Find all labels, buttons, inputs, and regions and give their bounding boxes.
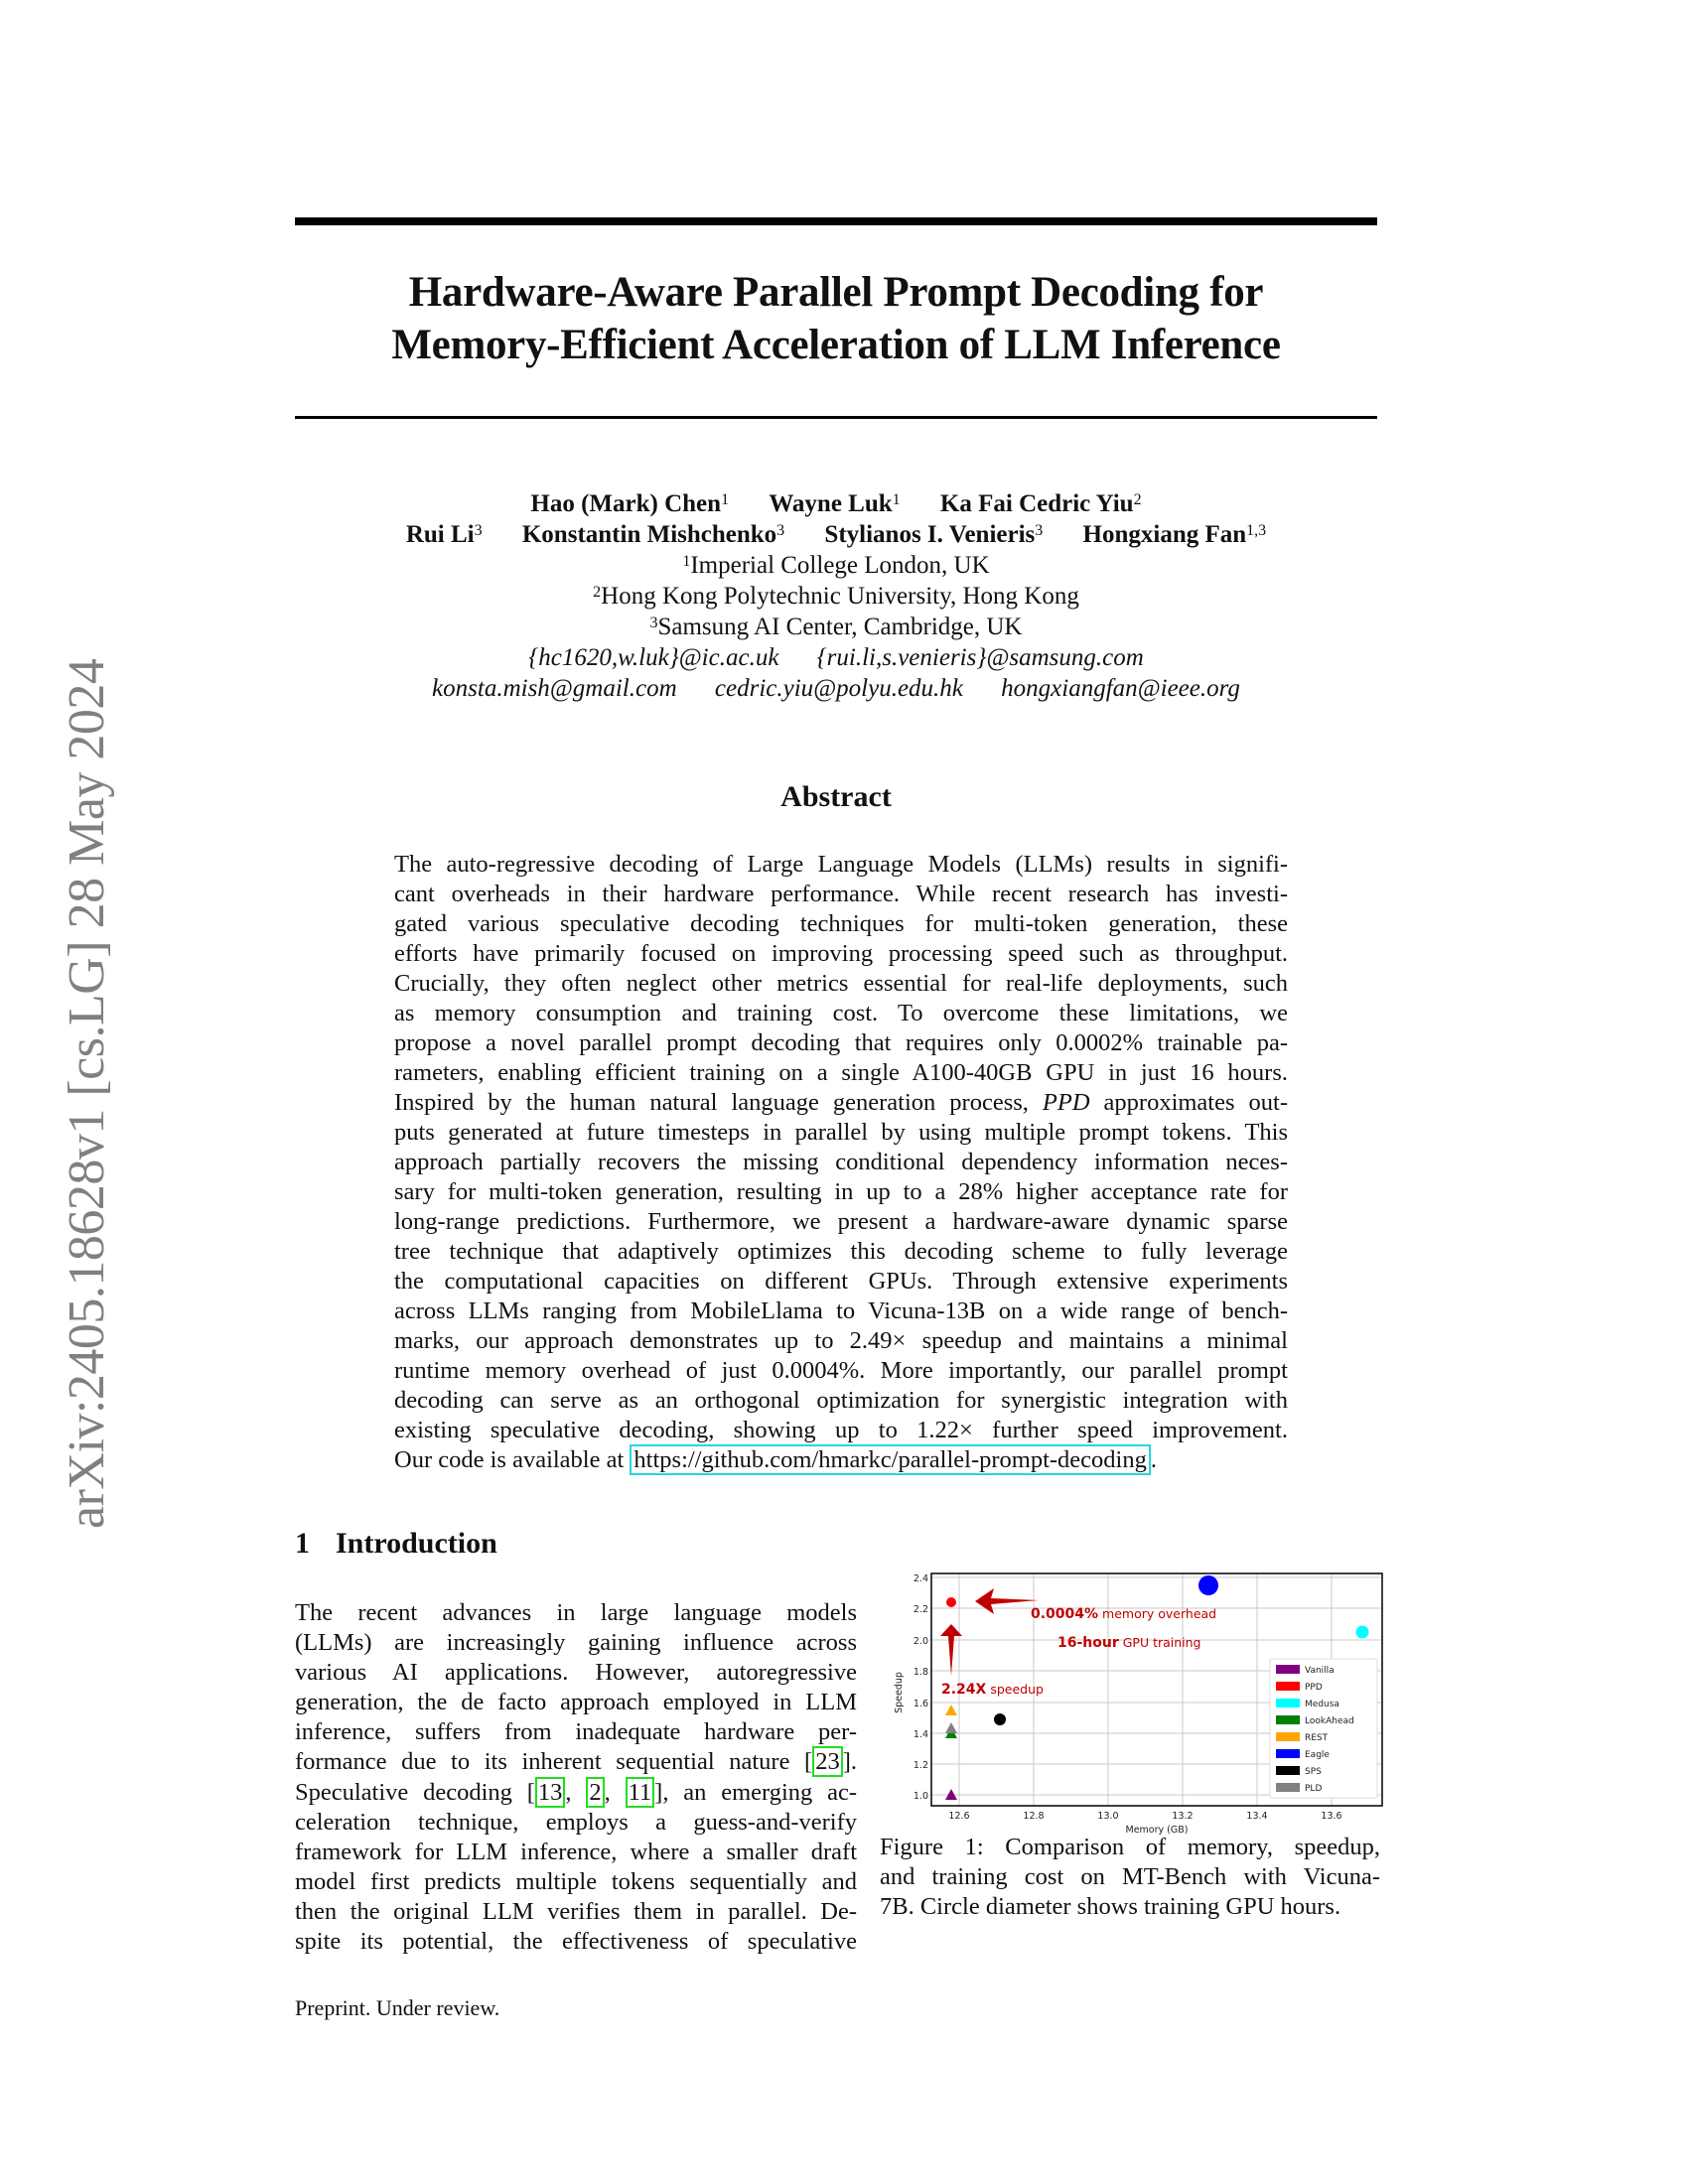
author-name: Konstantin Mishchenko: [521, 521, 777, 548]
abstract-line: puts generated at future timesteps in parallel by using multiple prompt tokens. This: [394, 1119, 1288, 1146]
affiliation-mark: 3: [474, 522, 483, 539]
caption-line: and training cost on MT-Bench with Vicuna-: [880, 1863, 1380, 1890]
abstract-line: propose a novel parallel prompt decoding that requires only 0.0002% trainable pa-: [394, 1029, 1288, 1056]
affiliation-mark: 1: [892, 491, 901, 508]
intro-line: celeration technique, employs a guess-and-verify: [295, 1808, 857, 1836]
citation-link[interactable]: 2: [586, 1777, 604, 1808]
svg-text:SPS: SPS: [1305, 1767, 1322, 1777]
affiliation-mark: 2: [1133, 491, 1142, 508]
intro-text: ], an emerging ac-: [654, 1778, 858, 1806]
intro-line: Speculative decoding [ 13 , 2 , 11 ], an emerging ac-: [295, 1778, 858, 1806]
title-line-2: Memory-Efficient Acceleration of LLM Inference: [391, 322, 1281, 368]
marker-medusa: [1356, 1626, 1369, 1639]
affiliation-number: 3: [649, 614, 658, 631]
abstract-text: approximates out-: [1089, 1089, 1288, 1116]
author: [1083, 521, 1267, 548]
abstract-line: sary for multi-token generation, resulting in up to a 28% higher acceptance rate for: [394, 1178, 1288, 1205]
abstract-line: existing speculative decoding, showing up to 1.22× further speed improvement.: [394, 1417, 1288, 1443]
author: [522, 521, 784, 548]
affiliation-3: [295, 612, 1377, 642]
section-title: Introduction: [336, 1527, 497, 1560]
affiliation-name: Hong Kong Polytechnic University, Hong Kong: [601, 583, 1079, 610]
svg-text:1.8: 1.8: [913, 1667, 928, 1678]
abstract-line: cant overheads in their hardware performance. While recent research has investi-: [394, 881, 1288, 907]
abstract-line: rameters, enabling efficient training on a single A100-40GB GPU in just 16 hours.: [394, 1059, 1288, 1086]
author-name: Hao (Mark) Chen: [530, 490, 722, 517]
intro-line: framework for LLM inference, where a smaller draft: [295, 1838, 857, 1865]
authors-row-2: [295, 519, 1377, 550]
abstract-line: marks, our approach demonstrates up to 2.49× speedup and maintains a minimal: [394, 1327, 1288, 1354]
svg-text:LookAhead: LookAhead: [1305, 1716, 1354, 1726]
affiliation-mark: 1,3: [1246, 522, 1267, 539]
abstract-line: across LLMs ranging from MobileLlama to Vicuna-13B on a wide range of bench-: [394, 1297, 1288, 1324]
svg-text:13.0: 13.0: [1097, 1811, 1119, 1822]
intro-line: (LLMs) are increasingly gaining influence across: [295, 1629, 857, 1657]
intro-line: [295, 1747, 857, 1777]
svg-text:Eagle: Eagle: [1305, 1750, 1330, 1760]
title-line-1: Hardware-Aware Parallel Prompt Decoding for: [408, 269, 1264, 316]
author: [530, 490, 729, 517]
abstract-line: [394, 1445, 1288, 1475]
affiliation-number: 2: [593, 584, 602, 601]
marker-ppd: [946, 1597, 956, 1607]
author: [406, 521, 483, 548]
svg-text:13.6: 13.6: [1321, 1811, 1342, 1822]
abstract-line: tree technique that adaptively optimizes this decoding scheme to fully leverage: [394, 1238, 1288, 1265]
svg-text:1.4: 1.4: [913, 1729, 928, 1740]
section-number: 1: [295, 1527, 310, 1560]
svg-text:12.6: 12.6: [948, 1811, 970, 1822]
abstract-line: The auto-regressive decoding of Large Language Models (LLMs) results in signifi-: [394, 851, 1288, 878]
author-name: Rui Li: [405, 521, 475, 548]
y-axis-ticks: [914, 1573, 928, 1802]
author: [940, 490, 1142, 517]
memory-overhead-annotation: 0.0004% memory overhead: [1031, 1606, 1217, 1622]
section-heading-introduction: [295, 1527, 497, 1561]
abstract-text: .: [1150, 1446, 1157, 1473]
intro-line: model first predicts multiple tokens sequentially and: [295, 1867, 857, 1895]
svg-text:PLD: PLD: [1305, 1784, 1323, 1794]
affiliation-number: 1: [682, 553, 691, 570]
affiliation-name: Imperial College London, UK: [690, 552, 990, 579]
svg-text:13.2: 13.2: [1172, 1811, 1194, 1822]
figure-1-scatter-chart: [874, 1549, 1390, 1837]
abstract-body: [394, 850, 1288, 1475]
caption-line: 7B. Circle diameter shows training GPU hours.: [880, 1893, 1341, 1920]
training-hours-annotation: 16-hour GPU training: [1057, 1635, 1201, 1651]
citation-link[interactable]: 13: [535, 1777, 566, 1808]
svg-text:13.4: 13.4: [1246, 1811, 1268, 1822]
abstract-text: Inspired by the human natural language generation process,: [394, 1089, 1043, 1116]
svg-text:2.2: 2.2: [913, 1604, 928, 1615]
authors-row-1: [295, 488, 1377, 519]
svg-text:12.8: 12.8: [1023, 1811, 1045, 1822]
intro-line: The recent advances in large language models: [295, 1599, 857, 1626]
x-axis-label: Memory (GB): [1125, 1825, 1189, 1836]
intro-text: ].: [842, 1748, 857, 1776]
email-address[interactable]: {hc1620,w.luk}@ic.ac.uk: [528, 644, 779, 671]
figure-1-caption: [880, 1833, 1380, 1922]
introduction-body: [295, 1598, 857, 1957]
arrow-left-icon: [975, 1588, 1039, 1614]
svg-text:1.6: 1.6: [913, 1699, 928, 1709]
marker-pld: [945, 1722, 957, 1733]
intro-line: inference, suffers from inadequate hardware per-: [295, 1718, 857, 1746]
title-top-rule: [295, 217, 1377, 225]
email-address[interactable]: {rui.li,s.venieris}@samsung.com: [816, 644, 1144, 671]
email-address[interactable]: konsta.mish@gmail.com: [432, 675, 677, 702]
arxiv-identifier-stamp: arXiv:2405.18628v1 [cs.LG] 28 May 2024: [59, 658, 115, 1529]
abstract-line: decoding can serve as an orthogonal optimization for synergistic integration with: [394, 1387, 1288, 1414]
abstract-heading: Abstract: [780, 780, 892, 813]
author-name: Wayne Luk: [769, 490, 893, 517]
svg-text:PPD: PPD: [1305, 1683, 1323, 1693]
abstract-line: as memory consumption and training cost. To overcome these limitations, we: [394, 1000, 1288, 1026]
abstract-line: long-range predictions. Furthermore, we present a hardware-aware dynamic sparse: [394, 1208, 1288, 1235]
svg-text:REST: REST: [1305, 1733, 1329, 1743]
affiliation-1: [295, 550, 1377, 581]
preprint-footer: Preprint. Under review.: [295, 1995, 500, 2020]
intro-line: spite its potential, the effectiveness of speculative: [295, 1928, 857, 1956]
x-axis-ticks: [948, 1811, 1341, 1822]
author-name: Hongxiang Fan: [1082, 521, 1247, 548]
intro-line: various AI applications. However, autoregressive: [295, 1659, 857, 1687]
intro-text: Speculative decoding [: [295, 1778, 535, 1806]
abstract-line: gated various speculative decoding techniques for multi-token generation, these: [394, 910, 1288, 937]
citation-link[interactable]: 23: [812, 1746, 843, 1777]
paper-title: [295, 266, 1377, 371]
title-bottom-rule: [295, 416, 1377, 419]
svg-text:1.2: 1.2: [913, 1760, 928, 1771]
y-axis-label: Speedup: [894, 1672, 905, 1713]
author: [769, 490, 900, 517]
abstract-text: Our code is available at: [394, 1446, 631, 1473]
ppd-term: PPD: [1042, 1089, 1090, 1116]
caption-line: Figure 1: Comparison of memory, speedup,: [880, 1834, 1380, 1860]
intro-text: formance due to its inherent sequential nature [: [295, 1748, 813, 1776]
marker-rest: [945, 1705, 957, 1715]
intro-line: then the original LLM verifies them in parallel. De-: [295, 1897, 857, 1925]
affiliation-mark: 3: [776, 522, 785, 539]
citation-link[interactable]: 11: [626, 1777, 655, 1808]
marker-sps: [994, 1713, 1006, 1725]
svg-text:1.0: 1.0: [913, 1791, 928, 1802]
affiliation-name: Samsung AI Center, Cambridge, UK: [657, 614, 1023, 640]
abstract-line: [394, 1088, 1288, 1118]
affiliation-2: [295, 581, 1377, 612]
abstract-line: efforts have primarily focused on improving processing speed such as throughput.: [394, 940, 1288, 967]
author-block: [295, 488, 1377, 704]
author-name: Ka Fai Cedric Yiu: [939, 490, 1134, 517]
author-name: Stylianos I. Venieris: [824, 521, 1036, 548]
svg-text:2.0: 2.0: [913, 1636, 928, 1647]
abstract-line: the computational capacities on different GPUs. Through extensive experiments: [394, 1268, 1288, 1295]
code-repository-link[interactable]: https://github.com/hmarkc/parallel-prompt-decoding: [630, 1444, 1150, 1475]
emails-row-2: [295, 673, 1377, 704]
email-address[interactable]: cedric.yiu@polyu.edu.hk: [714, 675, 963, 702]
emails-row-1: [295, 642, 1377, 673]
svg-text:2.4: 2.4: [913, 1573, 928, 1584]
affiliation-mark: 3: [1035, 522, 1044, 539]
intro-line: generation, the de facto approach employed in LLM: [295, 1689, 857, 1716]
marker-eagle: [1198, 1575, 1218, 1595]
abstract-line: approach partially recovers the missing conditional dependency information neces-: [394, 1149, 1288, 1175]
abstract-line: runtime memory overhead of just 0.0004%. More importantly, our parallel prompt: [394, 1357, 1288, 1384]
email-address[interactable]: hongxiangfan@ieee.org: [1001, 675, 1240, 702]
author: [824, 521, 1043, 548]
chart-legend: [1270, 1659, 1377, 1798]
abstract-line: Crucially, they often neglect other metrics essential for real-life deployments, such: [394, 970, 1288, 997]
affiliation-mark: 1: [721, 491, 730, 508]
speedup-annotation: 2.24X speedup: [941, 1682, 1044, 1698]
svg-text:Medusa: Medusa: [1305, 1700, 1339, 1709]
svg-text:Vanilla: Vanilla: [1305, 1666, 1335, 1676]
